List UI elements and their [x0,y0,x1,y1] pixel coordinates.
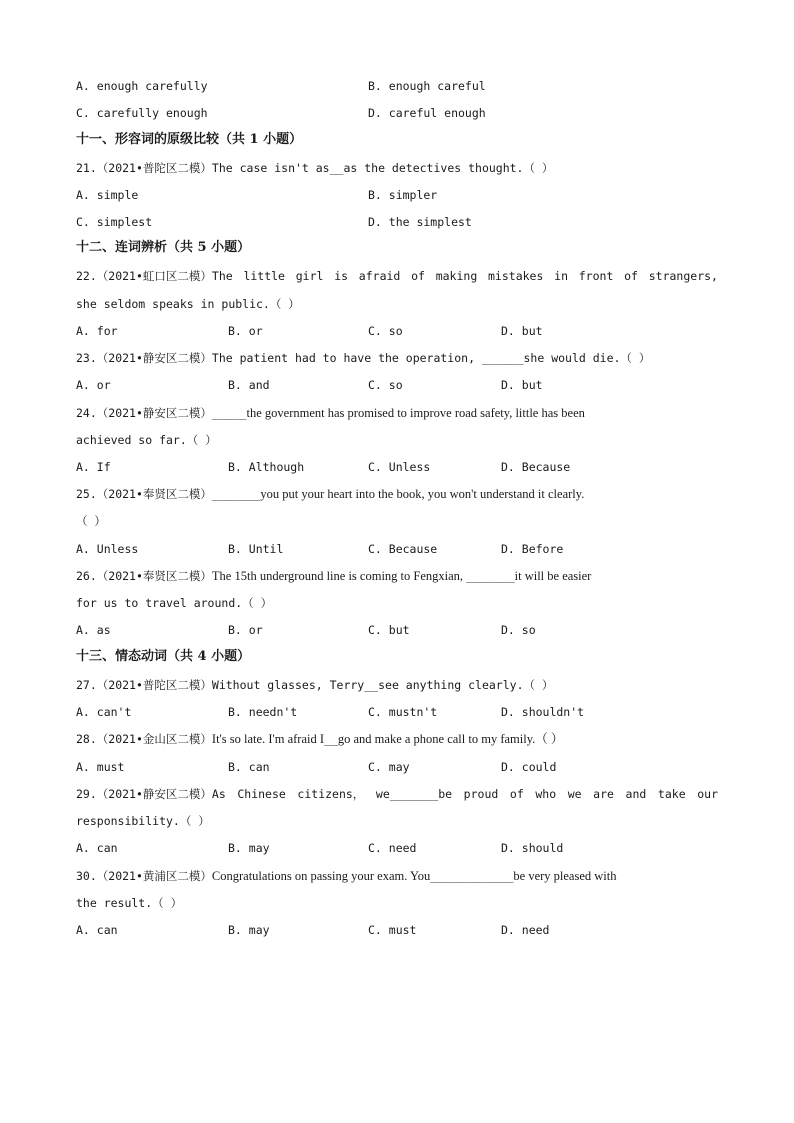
q27-source: （2021•普陀区二模） [96,678,212,692]
q30-blank: ____________ [430,869,514,883]
q22-word: girl [295,269,324,283]
q20-option-b: B. enough careful [368,79,486,93]
q23-text-pre: The patient had to have the operation, [211,351,476,365]
q22-word: The [211,269,233,283]
q24-stem-line-1 [76,405,585,421]
q22-word: front [578,269,614,283]
q24-stem-line-2: achieved so far.（ ） [76,433,217,447]
q26-option-c: C. but [368,623,410,637]
q21-source: （2021•普陀区二模） [96,161,212,175]
q29-option-b: B. may [228,841,270,855]
q22-word: strangers, [648,269,718,283]
q22-option-c: C. so [368,324,403,338]
q28-option-d: D. could [501,760,557,774]
q25-option-d: D. Before [501,542,564,556]
q22-prefix [76,268,233,284]
q26-stem-line-1 [76,568,591,584]
q29-word: As [211,787,226,801]
q25-option-b: B. Until [228,542,284,556]
q30-option-a: A. can [76,923,118,937]
section-heading-11: 十一、形容词的原级比较（共 1 小题） [76,132,303,147]
q30-option-c: C. must [368,923,417,937]
q23-option-a: A. or [76,378,111,392]
q21-option-b: B. simpler [368,188,438,202]
q29-option-c: C. need [368,841,417,855]
q22-source: （2021•虹口区二模） [96,269,212,283]
q28-option-c: C. may [368,760,410,774]
q22-number: 22. [76,269,97,283]
q29-word: and [625,787,647,801]
q26-blank: _______ [466,569,515,583]
q25-source: （2021•奉贤区二模） [96,487,212,501]
q29-option-d: D. should [501,841,564,855]
q21-blank: __ [329,161,344,175]
q22-word: of [411,269,425,283]
q29-source: （2021•静安区二模） [96,787,212,801]
q22-word: making [435,269,478,283]
q25-number: 25. [76,487,97,501]
q29-word: who [535,787,557,801]
q23-option-c: C. so [368,378,403,392]
q29-prefix [76,786,226,802]
q25-stem-line-2: （ ） [76,514,106,528]
q28-text-pre: It's so late. I'm afraid I [211,732,325,746]
q26-option-a: A. as [76,623,111,637]
q22-word: little [243,269,285,283]
q23-text-post: she would die.（ ） [523,351,651,365]
q28-stem [76,731,563,747]
q22-word: is [334,269,349,283]
q20-option-d: D. careful enough [368,106,486,120]
q25-blank: _______ [211,487,261,501]
q21-stem [76,160,553,176]
q26-option-d: D. so [501,623,536,637]
q29-stem-line-2: responsibility.（ ） [76,814,210,828]
q21-option-a: A. simple [76,188,139,202]
q29-option-a: A. can [76,841,118,855]
q25-option-a: A. Unless [76,542,139,556]
q26-stem-line-2: for us to travel around.（ ） [76,596,273,610]
q26-text-post: it will be easier [514,569,592,583]
q24-source: （2021•静安区二模） [96,406,212,420]
q24-option-a: A. If [76,460,111,474]
q21-text-post: as the detectives thought.（ ） [343,161,554,175]
q23-option-d: D. but [501,378,543,392]
q24-option-b: B. Although [228,460,305,474]
q25-text: you put your heart into the book, you won't understand it clearly. [260,487,585,501]
q30-stem-line-2: the result.（ ） [76,896,183,910]
q25-option-c: C. Because [368,542,438,556]
q30-text-post: be very pleased with [513,869,617,883]
q29-word: our [697,787,718,801]
q23-blank: ______ [481,351,524,365]
q29-word: citizens， [297,787,365,801]
q30-option-d: D. need [501,923,550,937]
q30-text-pre: Congratulations on passing your exam. You [211,869,431,883]
q21-option-d: D. the simplest [368,215,472,229]
q22-option-d: D. but [501,324,543,338]
q28-blank: __ [324,732,338,746]
q21-option-c: C. simplest [76,215,153,229]
q27-option-a: A. can't [76,705,132,719]
q28-option-b: B. can [228,760,270,774]
q22-word: mistakes [488,269,544,283]
q24-option-d: D. Because [501,460,571,474]
q27-text-pre: Without glasses, Terry [211,678,365,692]
q27-option-b: B. needn't [228,705,298,719]
q30-source: （2021•黄浦区二模） [96,869,212,883]
q22-stem-line-2: she seldom speaks in public.（ ） [76,297,300,311]
q20-option-a: A. enough carefully [76,79,208,93]
q29-word: take [657,787,686,801]
q27-blank: __ [364,678,379,692]
q29-word: are [593,787,614,801]
q23-number: 23. [76,351,97,365]
section-heading-13: 十三、情态动词（共 4 小题） [76,649,251,664]
q26-source: （2021•奉贤区二模） [96,569,212,583]
q22-option-a: A. for [76,324,118,338]
q28-number: 28. [76,732,97,746]
q27-stem [76,677,553,693]
q29-word: proud [463,787,499,801]
q27-option-c: C. mustn't [368,705,438,719]
q29-word: of [509,787,524,801]
q29-stem-line-1 [76,786,718,802]
q29-word: Chinese [237,787,286,801]
q27-text-post: see anything clearly.（ ） [378,678,554,692]
section-heading-12: 十二、连词辨析（共 5 小题） [76,240,251,255]
q24-blank: _____ [211,406,247,420]
q26-number: 26. [76,569,97,583]
q28-source: （2021•金山区二模） [96,732,212,746]
q27-option-d: D. shouldn't [501,705,585,719]
q22-word: afraid [358,269,401,283]
q30-number: 30. [76,869,97,883]
q22-stem-line-1 [76,268,718,284]
q30-stem-line-1 [76,868,617,884]
q22-word: in [554,269,568,283]
q22-word: of [624,269,638,283]
q30-option-b: B. may [228,923,270,937]
q24-number: 24. [76,406,97,420]
q21-number: 21. [76,161,97,175]
q27-number: 27. [76,678,97,692]
q28-option-a: A. must [76,760,125,774]
q29-word: we [567,787,582,801]
q20-option-c: C. carefully enough [76,106,208,120]
q24-option-c: C. Unless [368,460,431,474]
q28-text-post: go and make a phone call to my family.（ ） [337,732,564,746]
q22-option-b: B. or [228,324,263,338]
q23-option-b: B. and [228,378,270,392]
q23-stem [76,350,650,366]
q21-text-pre: The case isn't as [211,161,330,175]
q26-text: The 15th underground line is coming to Fengxian, [211,569,467,583]
q26-option-b: B. or [228,623,263,637]
q29-word: we_______be [375,787,453,801]
q23-source: （2021•静安区二模） [96,351,212,365]
q24-text: the government has promised to improve road safety, little has been [246,406,585,420]
q29-number: 29. [76,787,97,801]
q25-stem-line-1 [76,486,584,502]
